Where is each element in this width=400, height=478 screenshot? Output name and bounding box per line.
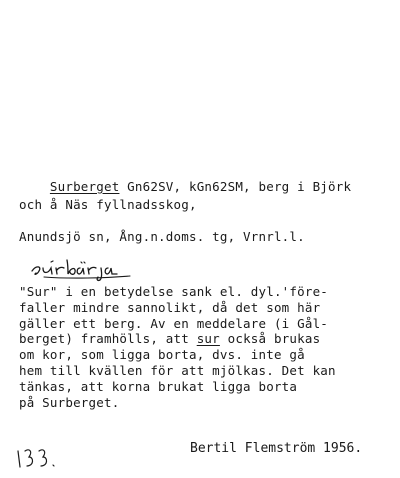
body-line: på Surberget.	[19, 395, 120, 410]
heading-rest: Gn62SV, kGn62SM, berg i Björk	[119, 179, 352, 194]
underlined-word: sur	[196, 331, 220, 346]
body-line: hem till kvällen för att mjölkas. Det kan	[19, 363, 336, 378]
location-line: och å Näs fyllnadsskog,	[19, 197, 197, 212]
body-line: tänkas, att korna brukat ligga borta	[19, 379, 298, 394]
body-line: om kor, som ligga borta, dvs. inte gå	[19, 347, 305, 362]
body-line-text: berget) framhölls, att sur också brukas	[19, 331, 321, 346]
handwritten-form	[30, 252, 180, 282]
place-name: Surberget	[49, 179, 120, 194]
body-line: gäller ett berg. Av en meddelare (i Gål-	[19, 316, 329, 331]
parish-line: Anundsjö sn, Ång.n.doms. tg, Vrnrl.l.	[19, 229, 305, 244]
body-line: "Sur" i en betydelse sank el. dyl.'före-	[19, 284, 329, 299]
card-number	[15, 445, 65, 471]
body-line	[19, 331, 320, 346]
body-line: faller mindre sannolikt, då det som här	[19, 300, 321, 315]
signature: Bertil Flemström 1956.	[190, 441, 363, 456]
